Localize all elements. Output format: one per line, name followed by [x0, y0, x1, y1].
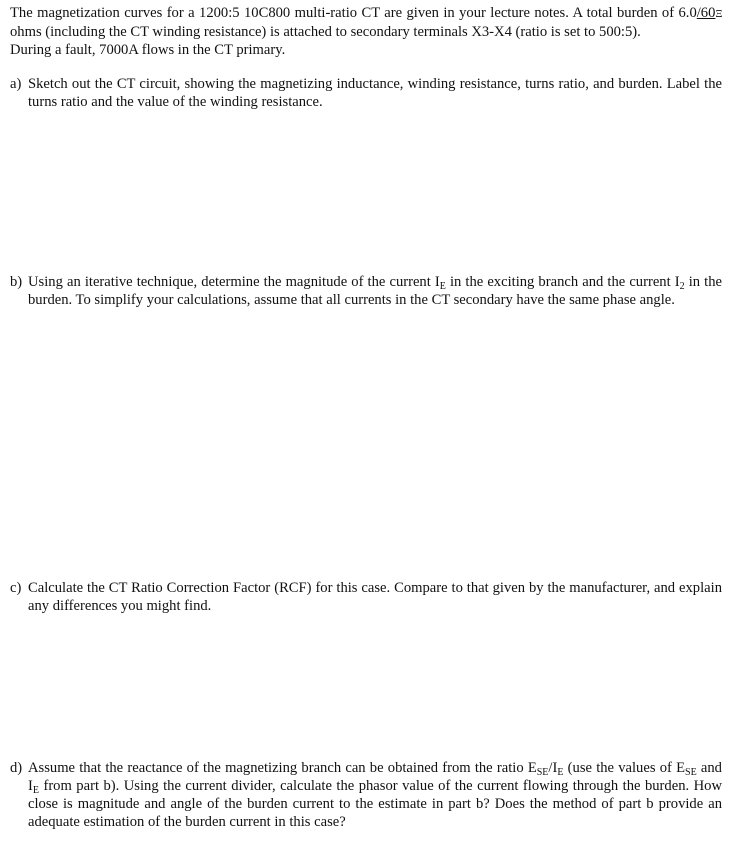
question-marker: a) — [10, 76, 22, 92]
question-d — [10, 759, 722, 831]
problem-statement — [10, 4, 722, 59]
intro-line: ohms (including the CT winding resistance) is attached to secondary terminals X3-X4 (ratio is set to 500:5). — [10, 24, 641, 40]
question-marker: d) — [10, 760, 23, 776]
question-marker: c) — [10, 580, 22, 596]
intro-line: The magnetization curves for a 1200:5 10C800 multi-ratio CT are given in your lecture notes. A total burden of — [10, 5, 675, 21]
question-text: Assume that the reactance of the magnetizing branch can be obtained from the ratio $E_{SE}/I_E$ (use the values of $E_{SE}$ and $I_E$ from part b). Using the current divider, calculate the phasor value of the current flowing through the burden. How close is magnitude and angle of the burden current to the estimate in part b? Does the method of part b provide an adequate estimation of the burden current in this case? — [28, 760, 722, 830]
question-text: Sketch out the CT circuit, showing the magnetizing inductance, winding resistance, turns ratio, and burden. Label the turns ratio and the value of the winding resistance. — [28, 76, 722, 110]
intro-line: During a fault, 7000A flows in the CT primary. — [10, 42, 286, 58]
question-c — [10, 579, 722, 615]
question-text: Using an iterative technique, determine the magnitude of the current $I_E$ in the exciting branch and the current $I_2$ in the burden. To simplify your calculations, assume that all currents in the CT secondary have the same phase angle. — [28, 274, 722, 308]
question-marker: b) — [10, 274, 23, 290]
question-a — [10, 75, 722, 111]
burden-impedance: 6.0/60Ξ — [678, 5, 722, 21]
question-text: Calculate the CT Ratio Correction Factor (RCF) for this case. Compare to that given by the manufacturer, and explain any differences you might find. — [28, 580, 722, 614]
question-b — [10, 273, 722, 309]
